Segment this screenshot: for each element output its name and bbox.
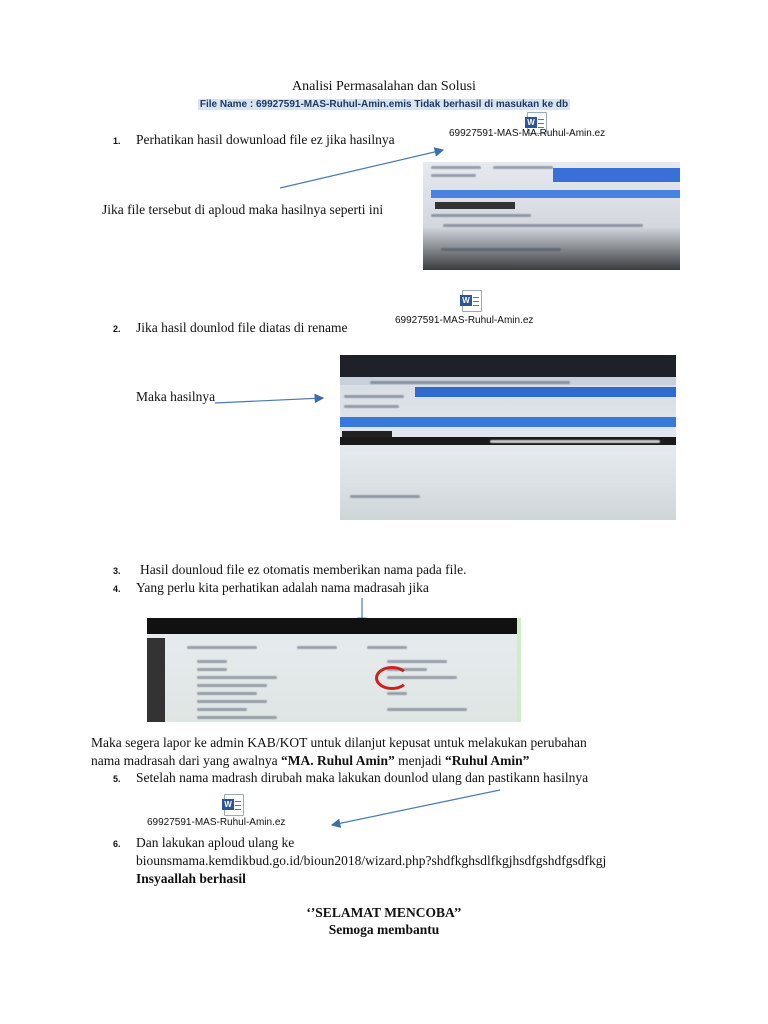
result-label: Maka hasilnya: [136, 389, 216, 404]
file-label-2: 69927591-MAS-Ruhul-Amin.ez: [395, 315, 534, 326]
arrow-1: [280, 150, 443, 188]
paragraph-line: Maka segera lapor ke admin KAB/KOT untuk dilanjut kepusat untuk melakukan perubahan: [91, 735, 587, 750]
screenshot-photo-upload-result: [423, 162, 680, 270]
closing-title: ‘’SELAMAT MENCOBA’’: [306, 905, 462, 920]
word-file-icon: W: [224, 794, 244, 816]
item-number: 5.: [113, 774, 121, 784]
arrow-4: [332, 790, 500, 825]
word-file-icon: W: [462, 290, 482, 312]
item-text: Dan lakukan aploud ulang ke: [136, 835, 295, 850]
upload-url: biounsmama.kemdikbud.go.id/bioun2018/wizard.php?shdfkghsdlfkgjhsdfgshdfgsdfkgj: [136, 853, 607, 868]
item-text: Hasil dounloud file ez otomatis memberikan nama pada file.: [140, 562, 467, 577]
item-text: Yang perlu kita perhatikan adalah nama madrasah jika: [136, 580, 429, 595]
item-number: 1.: [113, 136, 121, 146]
file-label-3: 69927591-MAS-Ruhul-Amin.ez: [147, 817, 286, 828]
upload-note: Jika file tersebut di aploud maka hasilnya seperti ini: [102, 202, 384, 217]
item-text: Jika hasil dounlod file diatas di rename: [136, 320, 348, 335]
item-number: 3.: [113, 566, 121, 576]
arrow-2: [215, 398, 323, 403]
item-number: 6.: [113, 839, 121, 849]
item-number: 2.: [113, 324, 121, 334]
word-file-icon: W: [527, 112, 547, 134]
success-note: Insyaallah berhasil: [136, 871, 246, 886]
paragraph-line: nama madrasah dari yang awalnya “MA. Ruhul Amin” menjadi “Ruhul Amin”: [91, 753, 530, 768]
item-text: Setelah nama madrash dirubah maka lakukan dounlod ulang dan pastikann hasilnya: [136, 770, 589, 785]
screenshot-photo-renamed-result: [340, 355, 676, 520]
file-name-line: File Name : 69927591-MAS-Ruhul-Amin.emis Tidak berhasil di masukan ke db: [199, 99, 569, 110]
page-title: Analisi Permasalahan dan Solusi: [292, 79, 476, 94]
closing-subtitle: Semoga membantu: [328, 922, 440, 937]
item-number: 4.: [113, 584, 121, 594]
item-text: Perhatikan hasil dowunload file ez jika hasilnya: [136, 132, 395, 147]
screenshot-photo-madrasah-data: [147, 618, 521, 722]
file-label-1: 69927591-MAS-MA.Ruhul-Amin.ez: [449, 128, 606, 139]
